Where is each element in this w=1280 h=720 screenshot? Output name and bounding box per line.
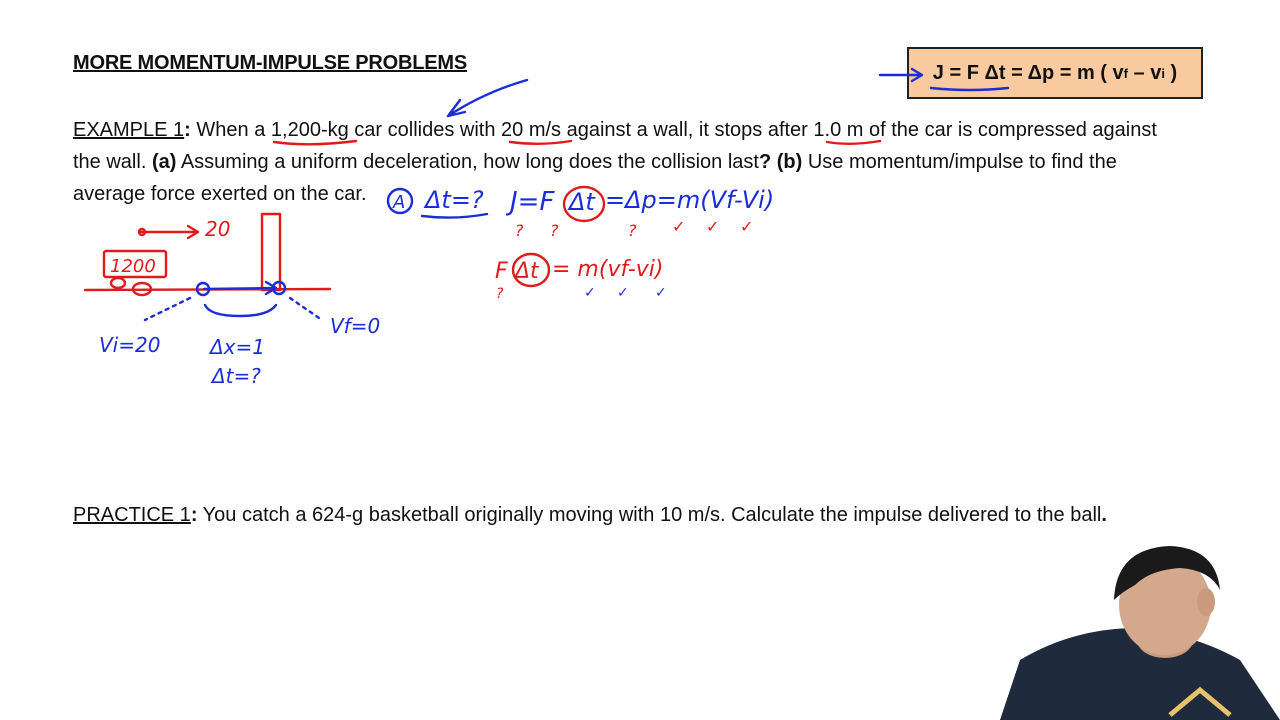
arrow-to-collides [448,80,527,116]
formula-eq2: = Δp = m ( v [1005,61,1124,84]
car-speed-label: 20 [205,217,231,241]
car-mass-label: 1200 [110,256,156,277]
example-line-2 [73,146,1117,178]
vi-label: Vi=20 [99,333,161,357]
example-colon: : [184,119,191,141]
eq2-f: F [495,259,508,284]
dt-circle [564,187,604,221]
eq-rest: =Δp=m(Vf-Vi) [605,186,775,214]
mark-6: ✓ [740,217,754,236]
vf-label: Vf=0 [330,314,381,338]
part-a-circle [388,189,412,213]
vf-leader [290,298,322,320]
mark2-4: ✓ [655,285,667,301]
example-label: EXAMPLE 1 [73,119,185,141]
eq2-rest: = m(vf-vi) [552,257,664,282]
dt-label: Δt=? [212,364,261,388]
formula-sub-i: i [1161,65,1165,81]
example-line2-c: Use momentum/impulse to find the [802,151,1117,173]
vi-leader [145,298,190,320]
point-start [197,283,209,295]
car-body [104,251,166,277]
formula-f: F [966,61,979,84]
car-velocity-dot [139,229,145,235]
formula-eq1: = [943,61,967,84]
mark-4: ✓ [672,217,686,236]
mark-5: ✓ [706,217,720,236]
formula-box [907,47,1203,99]
car-wheel-2 [133,283,151,295]
formula-dt: Δt [984,61,1006,84]
mark2-1: ? [496,286,504,302]
mark-2: ? [550,221,559,240]
part-a-label: (a) [151,151,177,173]
eq2-dt: Δt [515,259,539,284]
formula-sub-f: f [1123,65,1128,81]
car-wheel-1 [111,278,125,288]
example-line3: average force exerted on the car. [73,183,367,205]
example-line2-a: the wall. [73,151,152,173]
compression-arrow [204,282,276,294]
dt-unknown: Δt=? [425,186,484,214]
eq2-dt-circle [513,254,549,286]
example-line2-b: Assuming a uniform deceleration, how long does the collision last [176,151,759,173]
mark-1: ? [515,221,524,240]
wall [262,214,280,290]
dx-label: Δx=1 [210,335,265,359]
example-text-2: car collides with [348,119,502,141]
mark2-2: ✓ [584,285,596,301]
mark-3: ? [628,221,637,240]
example-text-3: against a wall, it stops after [561,119,814,141]
presenter-video [1000,540,1280,720]
practice-label: PRACTICE 1 [73,504,191,526]
car-velocity-arrow [140,226,198,238]
formula-j: J [932,61,944,84]
example-text-4: of the car is compressed against [863,119,1157,141]
part-b-label: (b) [771,151,803,173]
formula-minus: – v [1128,61,1162,84]
page-title: MORE MOMENTUM-IMPULSE PROBLEMS [73,52,467,74]
eq-dt: Δt [569,188,595,216]
marks-row-1 [515,217,753,240]
practice-period: . [1101,504,1107,526]
practice-line [73,499,1107,531]
practice-colon: : [190,504,198,526]
part-a-letter: A [393,192,406,213]
marks-row-2 [496,285,667,302]
presenter-ear [1197,588,1215,616]
ground-line [85,289,330,290]
example-line-3 [73,178,367,210]
dt-underline [422,214,487,218]
eq-j: J=F [510,187,555,217]
example-speed: 20 m/s [501,119,562,141]
example-text-1: When a [190,119,271,141]
point-end [273,282,285,294]
question-mark: ? [758,151,772,173]
formula-close: ) [1164,61,1178,84]
example-line-1 [73,114,1157,146]
mark2-3: ✓ [617,285,629,301]
example-distance: 1.0 m [813,119,864,141]
example-mass: 1,200-kg [270,119,349,141]
practice-text: You catch a 624-g basketball originally moving with 10 m/s. Calculate the impulse delivered to the ball [197,504,1102,526]
dx-brace [205,305,276,316]
